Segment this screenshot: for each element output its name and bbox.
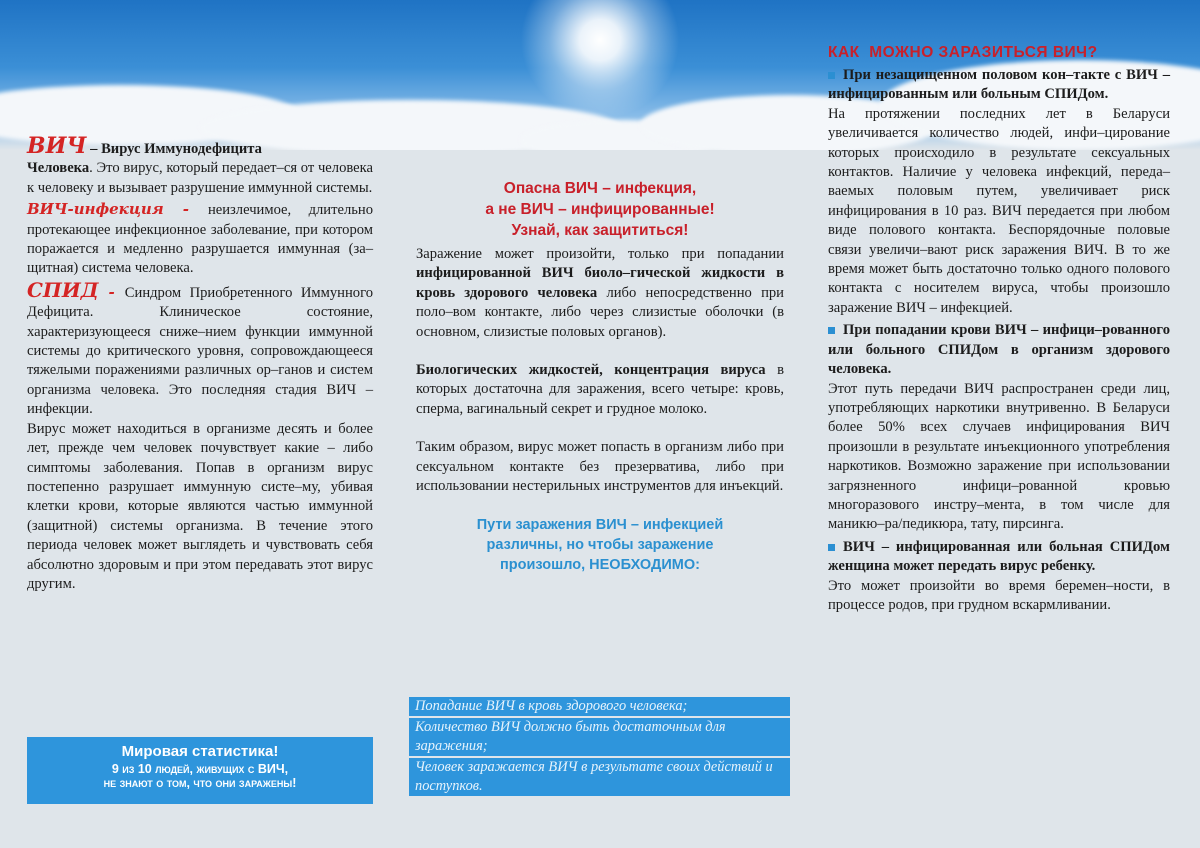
route-1-title: При незащищенном половом кон–такте с ВИЧ – инфицированным или больным СПИДом. [828,67,1170,103]
route-text-c: либо непосредственно при поло–вом контакте, либо через слизистые оболочки (в основном, слизистые половых органов). [416,284,784,340]
middle-heading [416,178,784,241]
route-2-text: Этот путь передачи ВИЧ распространен среди лиц, употребляющих наркотики внутривенно. В Беларуси более 50% всех случаев инфицирования ВИЧ произошли в результате инъекционного употребления наркотиков. Возможно заражение при использовании загрязненного инфици–рованной кровью многоразового инстру–мента, в том числе для маникю–ра/педикюра, тату, пирсинга. [828,380,1170,533]
ways-line-1: Пути заражения ВИЧ – инфекцией [476,517,724,534]
route-1-heading [828,66,1170,105]
aids-definition [27,277,373,420]
route-text-a: Заражение может произойти, только при попадании [416,246,784,262]
condition-item: Попадание ВИЧ в кровь здорового человека; [409,697,790,716]
right-column [828,44,1170,615]
route-3-title: ВИЧ – инфицированная или больная СПИДом женщина может передать вирус ребенку. [828,538,1170,575]
world-statistics-box [27,737,373,804]
infection-definition [27,200,373,279]
left-column [27,133,374,594]
fluids-bold: Биологических жидкостей, концентрация вируса [416,362,766,379]
hiv-definition-title: – Вирус Иммунодефицита [90,141,262,157]
square-bullet-icon [828,544,835,551]
aids-script-word: СПИД [27,277,99,302]
route-3-heading [828,538,1170,577]
heading-line-3: Узнай, как защититься! [511,222,689,239]
square-bullet-icon [828,72,835,79]
sun-glow [520,0,680,120]
ways-line-2: различны, но чтобы заражение [486,537,714,554]
route-1-text: На протяжении последних лет в Беларуси увеличивается количество людей, инфи–цирование которых происходило в результате сексуальных контактов. Наличие у человека инфекций, переда–ваемых половым путем, увеличивает риск инфицирования в 10 раз. ВИЧ передается при любом виде полового контакта. Беспорядочные половые связи увеличи–вают риск заражения ВИЧ. В то же время может быть достаточно только одного полового контакта с носителем вируса, чтобы произошло заражение ВИЧ – инфекцией. [828,105,1170,316]
hiv-definition-text: . Это вирус, который передает–ся от человека к человеку и вызывает разрушение иммунной системы. [27,160,373,196]
ways-line-3: произошло, НЕОБХОДИМО: [500,557,700,574]
infection-script-word: ВИЧ-инфекция [27,200,164,219]
route-3-text: Это может произойти во время беремен–ности, в процессе родов, при грудном вскармливании. [828,577,1170,613]
aids-definition-text: Синдром Приобретенного Иммунного Дефицита. Клиническое состояние, характеризующееся сниже–нием функции иммунной системы до критического уровня, сопровождающееся тяжелыми поражениями различных ор–ганов и систем организма человека. Это последняя стадия ВИЧ – инфекции. [27,284,373,418]
square-bullet-icon [828,327,835,334]
aids-dash: - [98,282,125,301]
conditions-list [409,697,790,798]
stat-title: Мировая статистика! [121,743,279,760]
right-title: КАК МОЖНО ЗАРАЗИТЬСЯ ВИЧ? [828,44,1098,61]
route-2-title: При попадании крови ВИЧ – инфици–рованного или больного СПИДом в организм здорового человека. [828,322,1170,378]
fluids-paragraph [416,361,784,419]
hiv-script-word: ВИЧ [27,133,87,159]
stat-line-2: не знают о том, что они заражены! [103,776,297,790]
hiv-definition-bold: Человека [27,160,90,177]
ways-heading [416,515,784,575]
condition-item: Количество ВИЧ должно быть достаточным для заражения; [409,718,790,756]
fluids-text: в которых достаточна для заражения, всего четыре: кровь, сперма, вагинальный секрет и грудное молоко. [416,362,784,417]
heading-line-2: а не ВИЧ – инфицированные! [485,201,715,218]
infection-route-paragraph [416,245,784,342]
conclusion-paragraph: Таким образом, вирус может попасть в организм либо при сексуальном контакте без презерватива, либо при использовании нестерильных инструментов для инъекций. [416,439,784,495]
route-text-bold: инфицированной ВИЧ биоло–гической жидкости в кровь здорового человека [416,265,784,301]
stat-line-1: 9 из 10 людей, живущих с ВИЧ, [111,762,289,776]
hiv-definition [27,133,373,198]
infection-dash: - [163,200,208,219]
virus-description: Вирус может находиться в организме десять и более лет, прежде чем человек почувствует какие – либо симптомы заболевания. Попав в организм вирус постепенно разрушает иммунную систе–му, убивая клетки крови, которые являются частью иммунной (защитной) системы организма. В течение этого периода человек может выглядеть и чувствовать себя абсолютно здоровым и при этом передавать этот вирус другим. [27,420,373,592]
infection-definition-text: неизлечимое, длительно протекающее инфекционное заболевание, при котором поражается и медленно разрушается иммунная (за–щитная) система человека. [27,202,374,277]
condition-item: Человек заражается ВИЧ в результате своих действий и поступков. [409,758,790,796]
heading-line-1: Опасна ВИЧ – инфекция, [503,180,697,197]
middle-column [416,178,784,575]
route-2-heading [828,321,1170,379]
